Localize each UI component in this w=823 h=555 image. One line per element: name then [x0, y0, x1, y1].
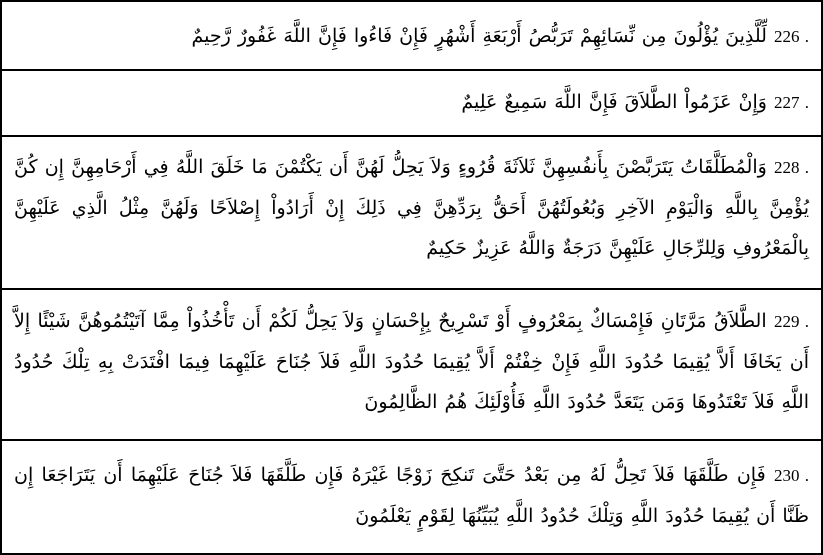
verse-row-229 [14, 301, 809, 422]
verse-row-230 [14, 455, 809, 536]
verse-number-230: 230 . [773, 466, 809, 485]
verse-text-228: وَالْمُطَلَّقَاتُ يَتَرَبَّصْنَ بِأَنفُسِهِنَّ ثَلاَثَةَ قُرُوءٍ وَلاَ يَحِلُّ لَهُنَّ أَن يَكْتُمْنَ مَا خَلَقَ اللَّهُ فِي أَرْحَامِهِنَّ إِن كُنَّ يُؤْمِنَّ بِاللَّهِ وَالْيَوْمِ الآخِرِ وَبُعُولَتُهُنَّ أَحَقُّ بِرَدِّهِنَّ فِي ذَلِكَ إِنْ أَرَادُواْ إِصْلاَحًا وَلَهُنَّ مِثْلُ الَّذِي عَلَيْهِنَّ بِالْمَعْرُوفِ وَلِلرِّجَالِ عَلَيْهِنَّ دَرَجَةٌ وَاللَّهُ عَزِيزٌ حَكِيمٌ [14, 156, 809, 259]
verse-number-228: 228 . [774, 158, 809, 177]
verse-number-229: 229 . [774, 312, 809, 331]
verse-row-227 [14, 82, 809, 123]
verse-number-227: 227 . [774, 93, 809, 112]
row-divider [2, 135, 821, 137]
verse-text-229: الطَّلاَقُ مَرَّتَانِ فَإِمْسَاكٌ بِمَعْرُوفٍ أَوْ تَسْرِيحٌ بِإِحْسَانٍ وَلاَ يَحِلُّ لَكُمْ أَن تَأْخُذُواْ مِمَّا آتَيْتُمُوهُنَّ شَيْئًا إِلاَّ أَن يَخَافَا أَلاَّ يُقِيمَا حُدُودَ اللَّهِ فَإِنْ خِفْتُمْ أَلاَّ يُقِيمَا حُدُودَ اللَّهِ فَلاَ جُنَاحَ عَلَيْهِمَا فِيمَا افْتَدَتْ بِهِ تِلْكَ حُدُودُ اللَّهِ فَلاَ تَعْتَدُوهَا وَمَن يَتَعَدَّ حُدُودَ اللَّهِ فَأُوْلَئِكَ هُمُ الظَّالِمُونَ [14, 310, 809, 413]
verse-row-228 [14, 147, 809, 268]
verse-text-230: فَإِن طَلَّقَهَا فَلاَ تَحِلُّ لَهُ مِن بَعْدُ حَتَّىَ تَنكِحَ زَوْجًا غَيْرَهُ فَإِن طَلَّقَهَا فَلاَ جُنَاحَ عَلَيْهِمَا أَن يَتَرَاجَعَا إِن ظَنَّا أَن يُقِيمَا حُدُودَ اللَّهِ وَتِلْكَ حُدُودُ اللَّهِ يُبَيِّنُهَا لِقَوْمٍ يَعْلَمُونَ [14, 464, 809, 527]
row-divider [2, 288, 821, 290]
verse-row-226 [14, 16, 809, 57]
verse-text-227: وَإِنْ عَزَمُواْ الطَّلاَقَ فَإِنَّ اللَّهَ سَمِيعٌ عَلِيمٌ [461, 91, 767, 113]
row-divider [2, 439, 821, 441]
verse-number-226: 226 . [774, 27, 809, 46]
verse-text-226: لِّلَّذِينَ يُؤْلُونَ مِن نِّسَائِهِمْ تَرَبُّصُ أَرْبَعَةِ أَشْهُرٍ فَإِنْ فَاءُوا فَإِنَّ اللَّهَ غَفُورٌ رَّحِيمٌ [191, 25, 767, 47]
row-divider [2, 69, 821, 71]
